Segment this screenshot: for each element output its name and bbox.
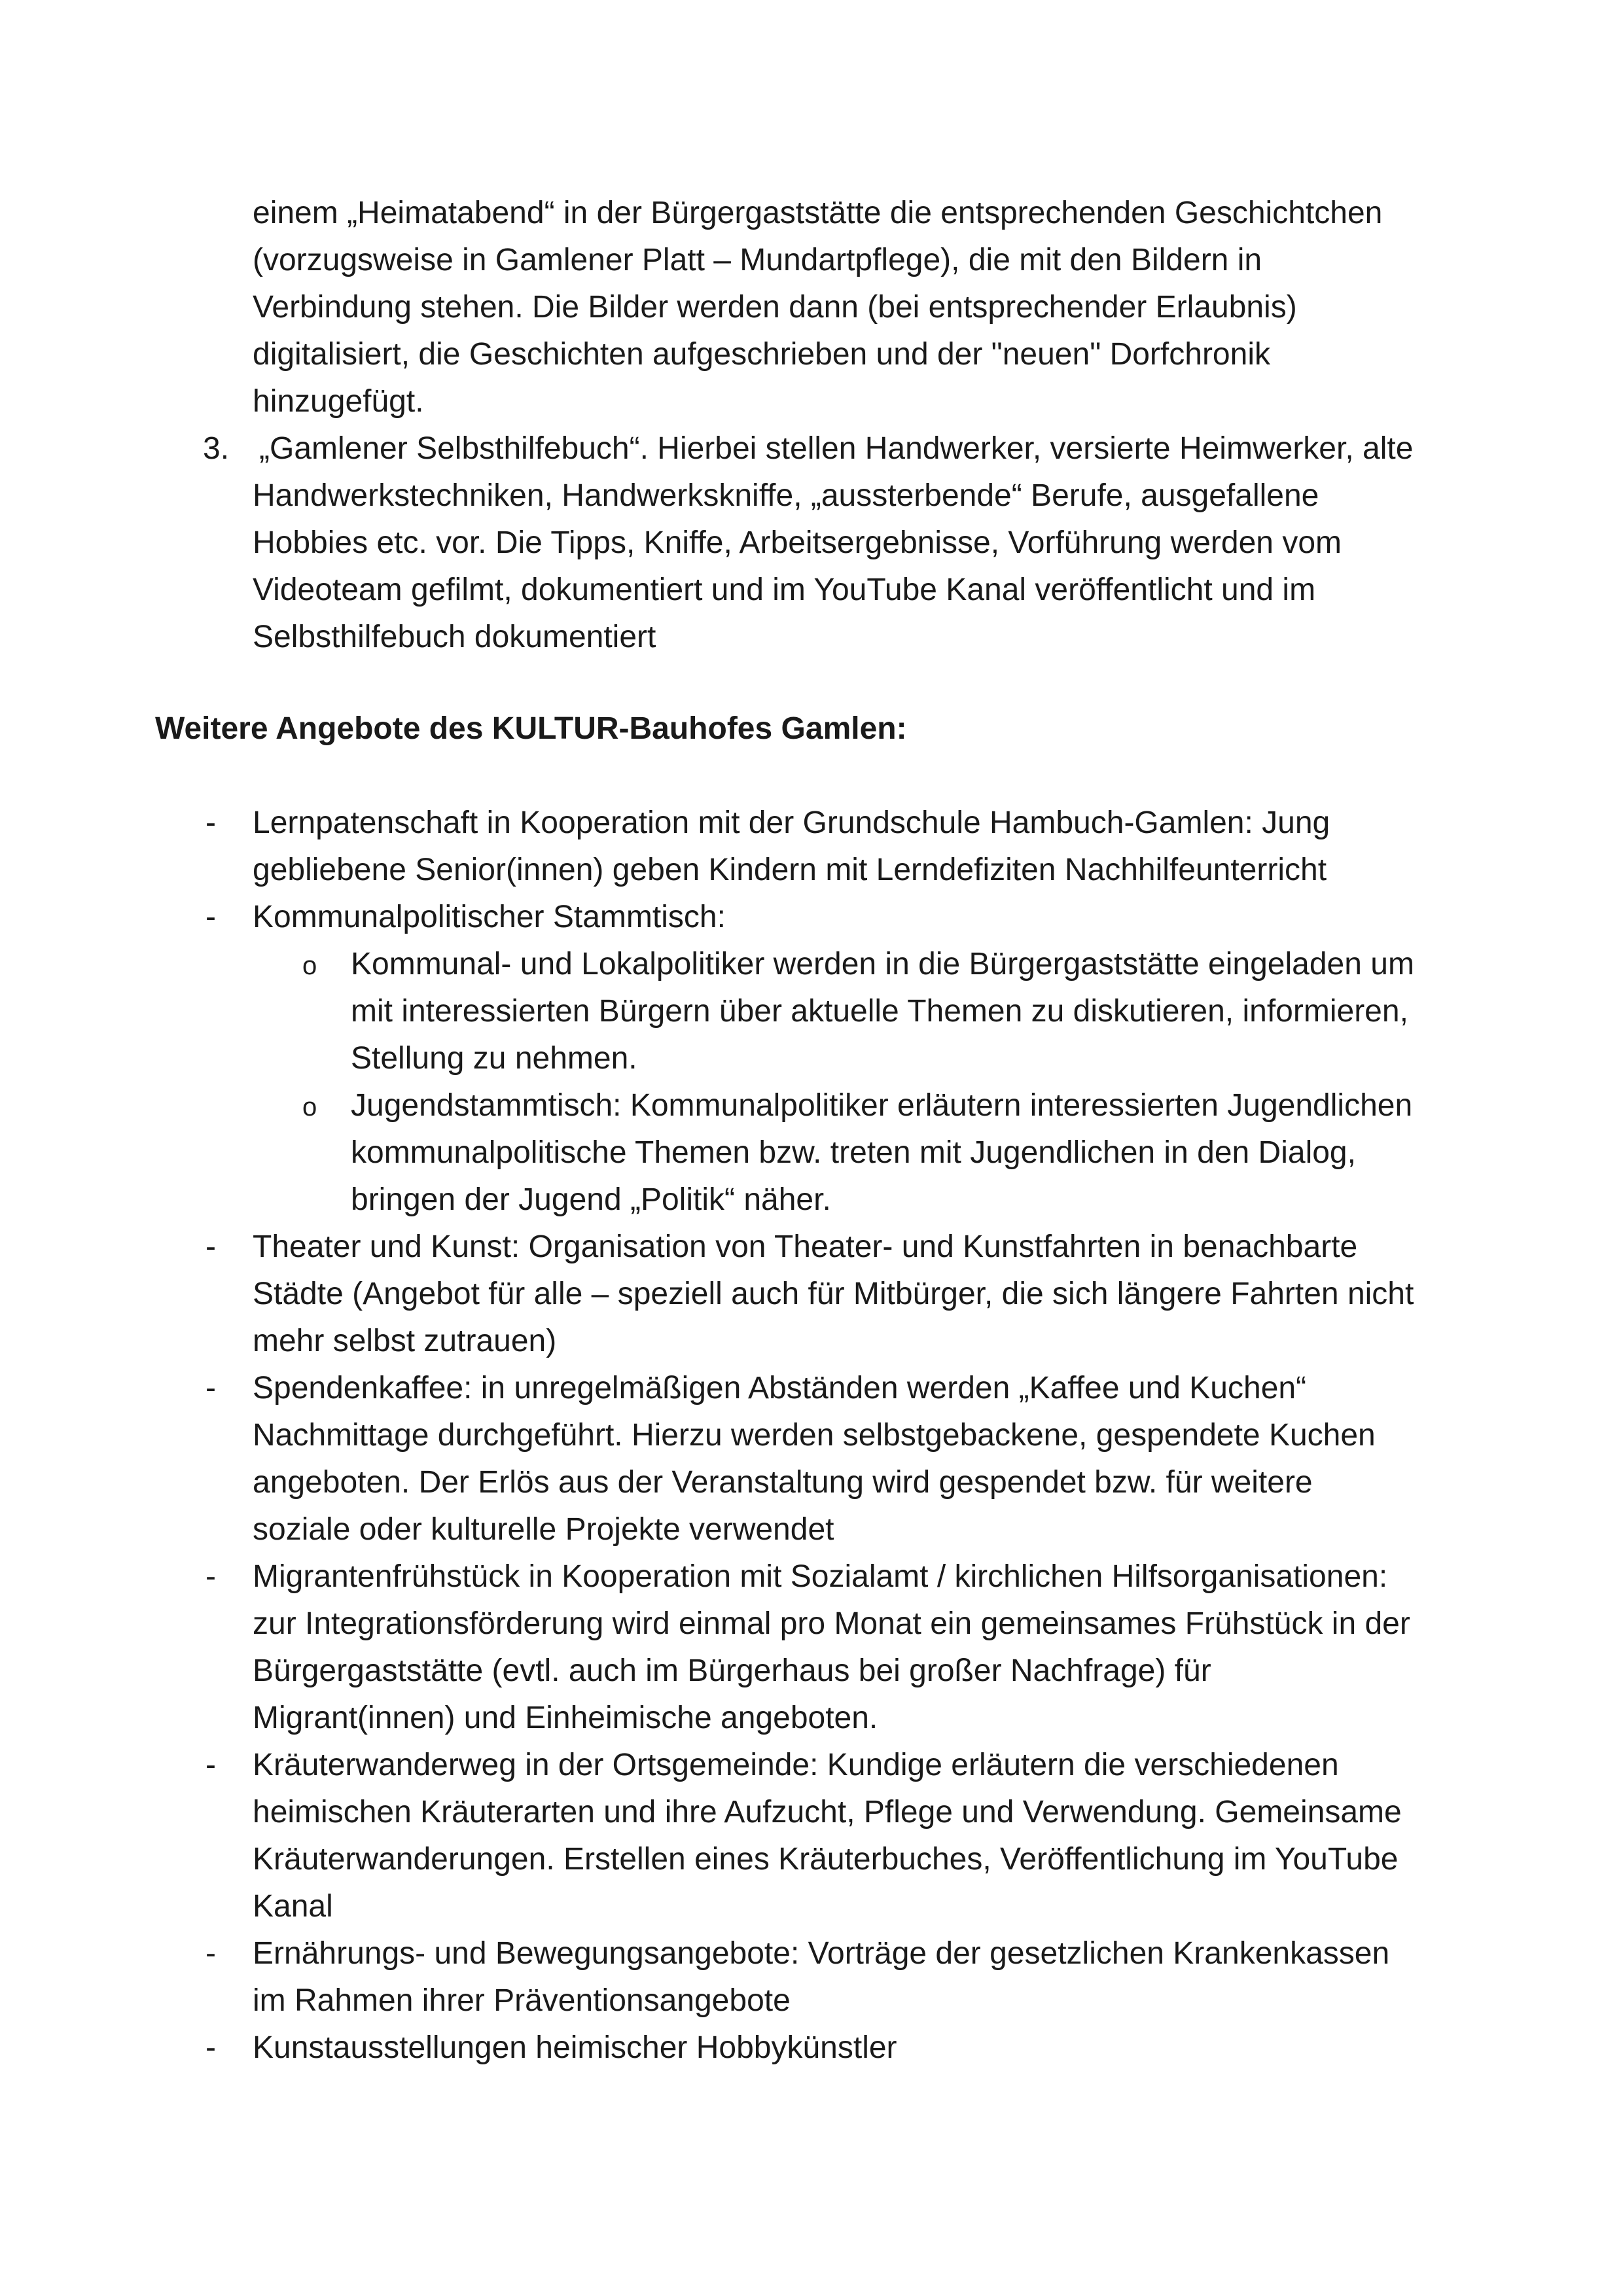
list-number: 3. (203, 431, 230, 466)
sub-bullet-line: kommunalpolitische Themen bzw. treten mit Jugendlichen in den Dialog, (351, 1135, 1356, 1170)
bullet-line: Spendenkaffee: in unregelmäßigen Abständen werden „Kaffee und Kuchen“ (253, 1371, 1307, 1405)
bullet-line: gebliebene Senior(innen) geben Kindern mit Lerndefiziten Nachhilfeunterricht (253, 853, 1327, 887)
continuation-line: digitalisiert, die Geschichten aufgeschrieben und der "neuen" Dorfchronik (253, 337, 1270, 372)
bullet-dash: - (205, 1559, 216, 1594)
bullet-line: Migrantenfrühstück in Kooperation mit Sozialamt / kirchlichen Hilfsorganisationen: (253, 1559, 1388, 1594)
continuation-line: hinzugefügt. (253, 384, 424, 419)
sub-bullet-line: mit interessierten Bürgern über aktuelle Themen zu diskutieren, informieren, (351, 994, 1408, 1029)
bullet-line: Städte (Angebot für alle – speziell auch für Mitbürger, die sich längere Fahrten nicht (253, 1277, 1414, 1311)
bullet-dash: - (205, 1371, 216, 1405)
item3-line: Selbsthilfebuch dokumentiert (253, 620, 656, 654)
sub-bullet-line: bringen der Jugend „Politik“ näher. (351, 1182, 831, 1217)
item3-line: Videoteam gefilmt, dokumentiert und im YouTube Kanal veröffentlicht und im (253, 573, 1316, 607)
item3-line: Handwerkstechniken, Handwerkskniffe, „aussterbende“ Berufe, ausgefallene (253, 478, 1319, 513)
bullet-line: Kanal (253, 1889, 333, 1924)
bullet-line: mehr selbst zutrauen) (253, 1324, 557, 1358)
bullet-line: angeboten. Der Erlös aus der Veranstaltung wird gespendet bzw. für weitere (253, 1465, 1313, 1500)
bullet-line: Kräuterwanderweg in der Ortsgemeinde: Kundige erläutern die verschiedenen (253, 1748, 1339, 1782)
sub-bullet-line: Kommunal- und Lokalpolitiker werden in die Bürgergaststätte eingeladen um (351, 947, 1414, 981)
bullet-line: Ernährungs- und Bewegungsangebote: Vorträge der gesetzlichen Krankenkassen (253, 1936, 1390, 1971)
bullet-line: soziale oder kulturelle Projekte verwendet (253, 1512, 834, 1547)
item3-line: Hobbies etc. vor. Die Tipps, Kniffe, Arbeitsergebnisse, Vorführung werden vom (253, 525, 1342, 560)
sub-bullet-circle: o (302, 951, 317, 980)
sub-bullet-line: Jugendstammtisch: Kommunalpolitiker erläutern interessierten Jugendlichen (351, 1088, 1413, 1123)
bullet-line: zur Integrationsförderung wird einmal pro Monat ein gemeinsames Frühstück in der (253, 1606, 1410, 1641)
bullet-line: im Rahmen ihrer Präventionsangebote (253, 1983, 791, 2018)
section-heading: Weitere Angebote des KULTUR-Bauhofes Gamlen: (155, 711, 907, 746)
bullet-line: Migrant(innen) und Einheimische angeboten. (253, 1701, 878, 1735)
bullet-dash: - (205, 900, 216, 934)
sub-bullet-circle: o (302, 1093, 317, 1122)
bullet-line: Bürgergaststätte (evtl. auch im Bürgerhaus bei großer Nachfrage) für (253, 1653, 1211, 1688)
continuation-line: einem „Heimatabend“ in der Bürgergaststätte die entsprechenden Geschichtchen (253, 196, 1383, 230)
item3-line: „Gamlener Selbsthilfebuch“. Hierbei stellen Handwerker, versierte Heimwerker, alte (259, 431, 1414, 466)
bullet-dash: - (205, 1936, 216, 1971)
bullet-dash: - (205, 1748, 216, 1782)
continuation-line: Verbindung stehen. Die Bilder werden dann (bei entsprechender Erlaubnis) (253, 290, 1297, 325)
continuation-line: (vorzugsweise in Gamlener Platt – Mundartpflege), die mit den Bildern in (253, 243, 1262, 277)
bullet-dash: - (205, 2030, 216, 2065)
bullet-line: Kräuterwanderungen. Erstellen eines Kräuterbuches, Veröffentlichung im YouTube (253, 1842, 1399, 1877)
bullet-line: Theater und Kunst: Organisation von Theater- und Kunstfahrten in benachbarte (253, 1229, 1358, 1264)
sub-bullet-line: Stellung zu nehmen. (351, 1041, 637, 1076)
bullet-line: Lernpatenschaft in Kooperation mit der Grundschule Hambuch-Gamlen: Jung (253, 805, 1330, 840)
bullet-line: Nachmittage durchgeführt. Hierzu werden selbstgebackene, gespendete Kuchen (253, 1418, 1376, 1453)
bullet-dash: - (205, 805, 216, 840)
bullet-line: Kunstausstellungen heimischer Hobbykünstler (253, 2030, 897, 2065)
bullet-dash: - (205, 1229, 216, 1264)
bullet-line: Kommunalpolitischer Stammtisch: (253, 900, 726, 934)
bullet-line: heimischen Kräuterarten und ihre Aufzucht, Pflege und Verwendung. Gemeinsame (253, 1795, 1402, 1829)
